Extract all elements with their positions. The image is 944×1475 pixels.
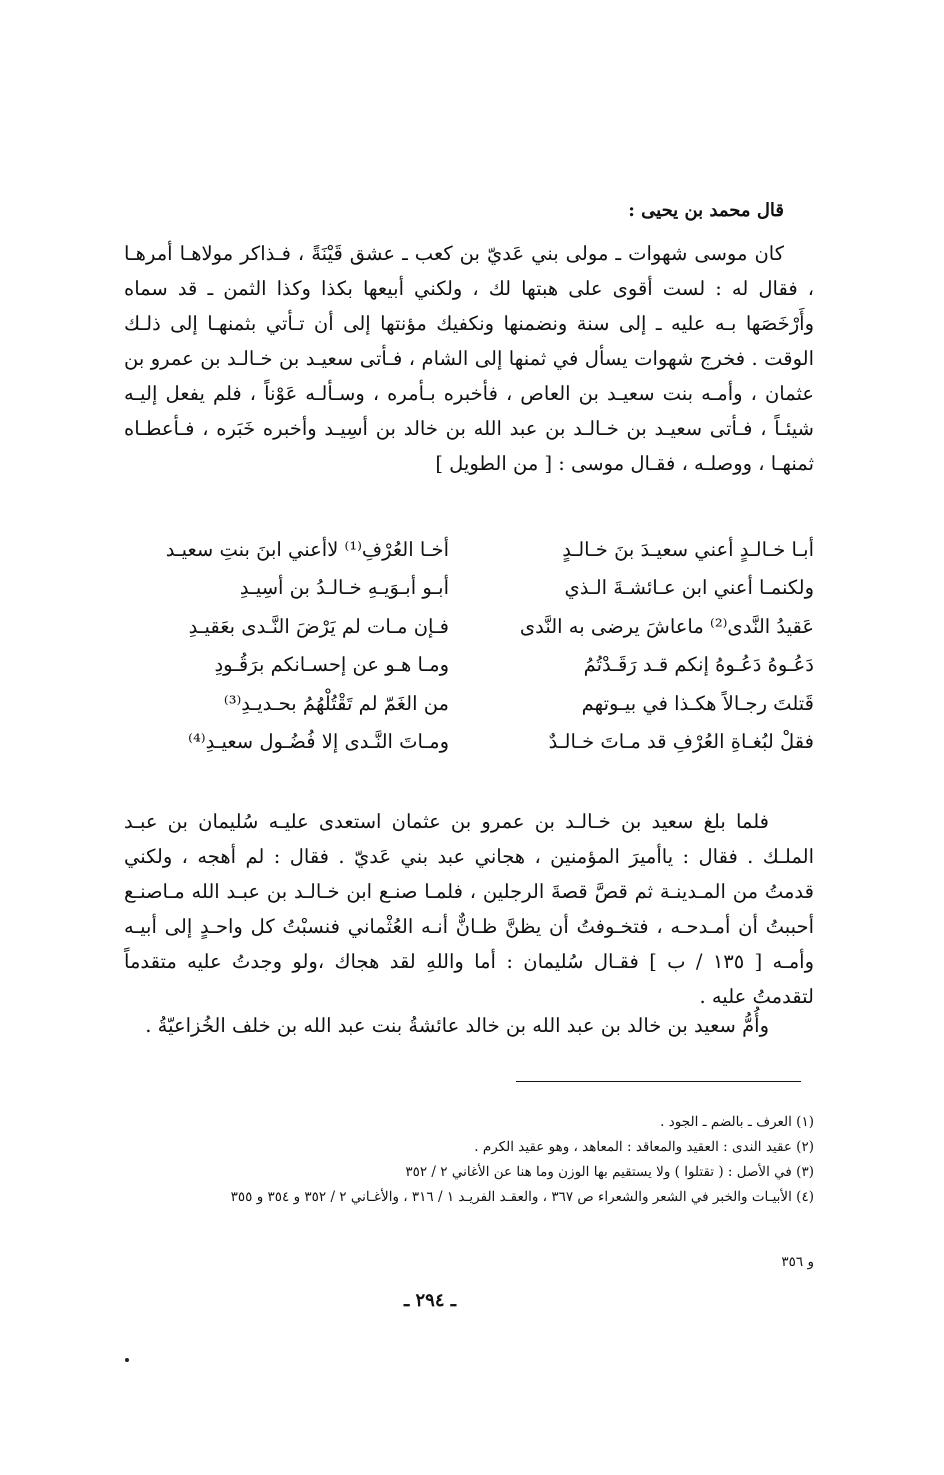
verse-line (124, 530, 814, 569)
poem (124, 530, 814, 761)
verse-second-hemistich: فـإن مـات لم يَرْضَ النَّـدى بعَقيـدِ (188, 614, 449, 638)
verse-first-hemistich: أبـا خـالـدٍ أعني سعيـدَ بنَ خـالـدٍ (562, 537, 814, 561)
verse-second-hemistich: أبـو أبـوَيـهِ خـالـدُ بن أسِيـدِ (239, 576, 449, 600)
verse-line (124, 723, 814, 762)
verse-line (124, 607, 814, 646)
verse-first-hemistich: قَتلتَ رجـالاً هكـذا في بيـوتهم (581, 691, 814, 715)
verse-first-hemistich: ولكنمـا أعني ابن عـائشـةَ الـذي (564, 576, 814, 600)
narrative-paragraph-3: وأُمُّ سعيد بن خالد بن عبد الله بن خالد عائشةُ بنت عبد الله بن خلف الخُزاعيّةُ . (145, 1014, 769, 1037)
footnote-continuation: و ٣٥٦ (781, 1254, 814, 1270)
page-number: ـ ٢٩٤ ـ (403, 1290, 457, 1311)
footnote: (٣) في الأصل : ( تقتلوا ) ولا يستقيم بها الوزن وما هنا عن الأغاني ٢ / ٣٥٢ (405, 1164, 814, 1180)
footnotes (114, 1110, 814, 1210)
verse-line (124, 646, 814, 685)
scan-speck (125, 1358, 129, 1362)
verse-second-hemistich: ومـا هـو عن إحسـانكم برَقُـودِ (214, 653, 449, 677)
narrative-paragraph-2: فلما بلغ سعيد بن خـالـد بن عمرو بن عثمان استعدى عليـه سُليمان بن عبـد الملـك . فقال : ياأميرَ المؤمنين ، هجاني عبد بني عَديّ . فقال : لم أهجه ، ولكني قدمتُ من المـدينـة ثم قصَّ قصةَ الرجلين ، فلمـا صنـع ابن خـالـد بن عبـد الله مـاصنـع أحببتُ أن أمـدحـه ، فتخـوفتُ أن يظنَّ ظـانٌّ أنـه العُثْماني فنسبْتُ كل واحـدٍ إلى أبيـه وأمـه [ ١٣٥ / ب ] فقـال سُليمان : أما واللهِ لقد هجاك ،ولو وجدتُ عليه متقدماً لتقدمتُ عليه . (124, 810, 815, 1008)
verse-second-hemistich: من الغَمّ لم تَقْتُلْهُمُ بحـديـدِ⁽³⁾ (223, 691, 449, 715)
footnote: (٢) عقيد الندى : العقيد والمعاقد : المعاهد ، وهو عقيد الكرم . (474, 1139, 814, 1155)
verse-first-hemistich: دَعُـوهُ دَعُـوهُ إنكم قـد رَقَـدْتُمُ (583, 653, 814, 677)
verse-line (124, 684, 814, 723)
verse-line (124, 569, 814, 608)
verse-first-hemistich: عَقيدُ النَّدى⁽²⁾ ماعاشَ يرضى به النَّدى (519, 614, 814, 638)
verse-second-hemistich: أخـا العُرْفِ⁽¹⁾ لاأعني ابنَ بنتِ سعيـد (165, 537, 449, 561)
footnote: (١) العرف ـ بالضم ـ الجود . (660, 1114, 814, 1130)
footnote: (٤) الأبيـات والخبر في الشعر والشعراء ص ٣٦٧ ، والعقـد الفريـد ١ / ٣١٦ ، والأغـاني ٢ / ٣٥٢ و ٣٥٤ و ٣٥٥ (230, 1189, 814, 1205)
verse-first-hemistich: فقلْ لبُغـاةِ العُرْفِ قد مـاتَ خـالـدٌ (548, 730, 814, 754)
verse-second-hemistich: ومـاتَ النَّـدى إلا فُضُـول سعيـدِ⁽⁴⁾ (188, 730, 449, 754)
section-heading: قال محمد بن يحيى : (628, 200, 784, 221)
footnote-divider (516, 1081, 801, 1082)
narrative-paragraph-1: كان موسى شهوات ـ مولى بني عَديّ بن كعب ـ عشق قَيْنَةً ، فـذاكر مولاهـا أمرهـا ، فقال له : لست أقوى على هبتها لك ، ولكني أبيعها بكذا وكذا الثمن ـ قد سماه وأَرْخَصَها بـه عليه ـ إلى سنة ونضمنها ونكفيك مؤنتها إلى أن تـأتي بثمنهـا إلى ذلـك الوقت . فخرج شهوات يسأل في ثمنها إلى الشام ، فـأتى سعيـد بن خـالـد بن عمرو بن عثمان ، وأمـه بنت سعيـد بن العاص ، فأخبره بـأمره ، وسـألـه عَوْناً ، فلم يفعل إليـه شيئـاً ، فـأتى سعيـد بن خـالـد بن عبد الله بن خالد بن أسِيـد وأخبره خَبَره ، فـأعطـاه ثمنهـا ، ووصلـه ، فقـال موسى : [ من الطويل ] (124, 242, 814, 475)
